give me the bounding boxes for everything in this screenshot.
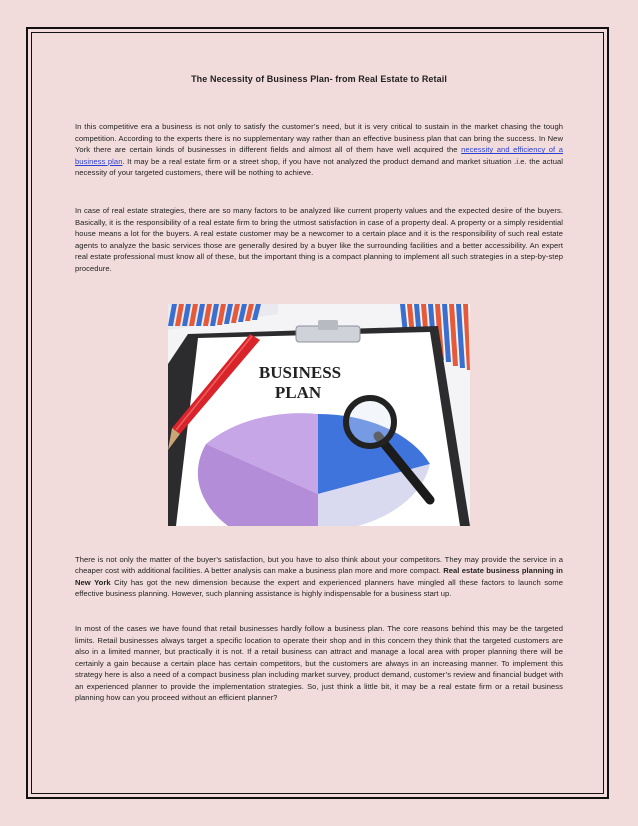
image-text-business: BUSINESS xyxy=(258,362,342,382)
document-body xyxy=(75,74,563,704)
paragraph-4: In most of the cases we have found that retail businesses hardly follow a business plan. The core reasons behind this may be the targeted limits. Retail businesses always target a specific location to operate their shop and in this concern they think that the targeted customers are also in a limited manner, but practically it is not. If a retail business can attract and manage a local area with proper planning there will be certainly a gain because a certain place has certain competitors, but the customers are always in an increasing manner. To implement this strategy here is also a need of a compact business plan including market survey, product demand, customer’s review and financial budget with an experienced planner to provide the implementation strategies. So, just think a little bit, it may be a real estate firm or a retail business planning how can you proceed without an efficient planner? xyxy=(75,623,563,703)
paragraph-3-bold: Real estate business planning in New York xyxy=(75,566,563,587)
paragraph-3-text-b: City has got the new dimension because the expert and experienced planners have mingled all these factors to launch some effective business planning. However, such planning assistance is highly indispensable for a business start up. xyxy=(75,577,563,599)
paragraph-3 xyxy=(75,554,563,600)
paragraph-2: In case of real estate strategies, there are so many factors to be analyzed like current property values and the expected desire of the buyers. Basically, it is the responsibility of a real estate firm to bring the utmost satisfaction in case of a property deal. A property or a simply residential house means a lot for the buyers. A real estate customer may be a newcomer to a certain place and it is the responsibility of such real estate agents to analyze the basic services those are generally desired by a buyer like the surrounding facilities and a better accessibility. An expert real estate professional must know all of these, but the important thing is a compact planning to implement all such strategies in a step-by-step procedure. xyxy=(75,205,563,273)
paragraph-1-text-b: . It may be a real estate firm or a street shop, if you have not analyzed the product demand and market situation .i.e. the actual necessity of your targeted customers, there will be nothing to achieve. xyxy=(75,156,563,178)
business-plan-image xyxy=(168,304,470,526)
business-plan-illustration xyxy=(168,304,470,526)
image-text-plan: PLAN xyxy=(274,382,322,402)
business-plan-link[interactable]: necessity and efficiency of a business plan xyxy=(75,145,563,166)
paragraph-3-text-a: There is not only the matter of the buyer’s satisfaction, but you have to also think about your competitors. They may provide the service in a cheaper cost with additional facilities. A better analysis can make a business plan more and more compact. xyxy=(75,554,563,576)
paragraph-1-text-a: In this competitive era a business is not only to satisfy the customer’s need, but it is very critical to sustain in the market chasing the tough competition. According to the experts there is no supplementary way rather than an effective business plan that can bring the success. In New York there are certain kinds of businesses in different fields and almost all of them have well acquired the xyxy=(75,122,563,155)
paragraph-1 xyxy=(75,121,563,179)
document-title: The Necessity of Business Plan- from Real Estate to Retail xyxy=(191,74,447,84)
